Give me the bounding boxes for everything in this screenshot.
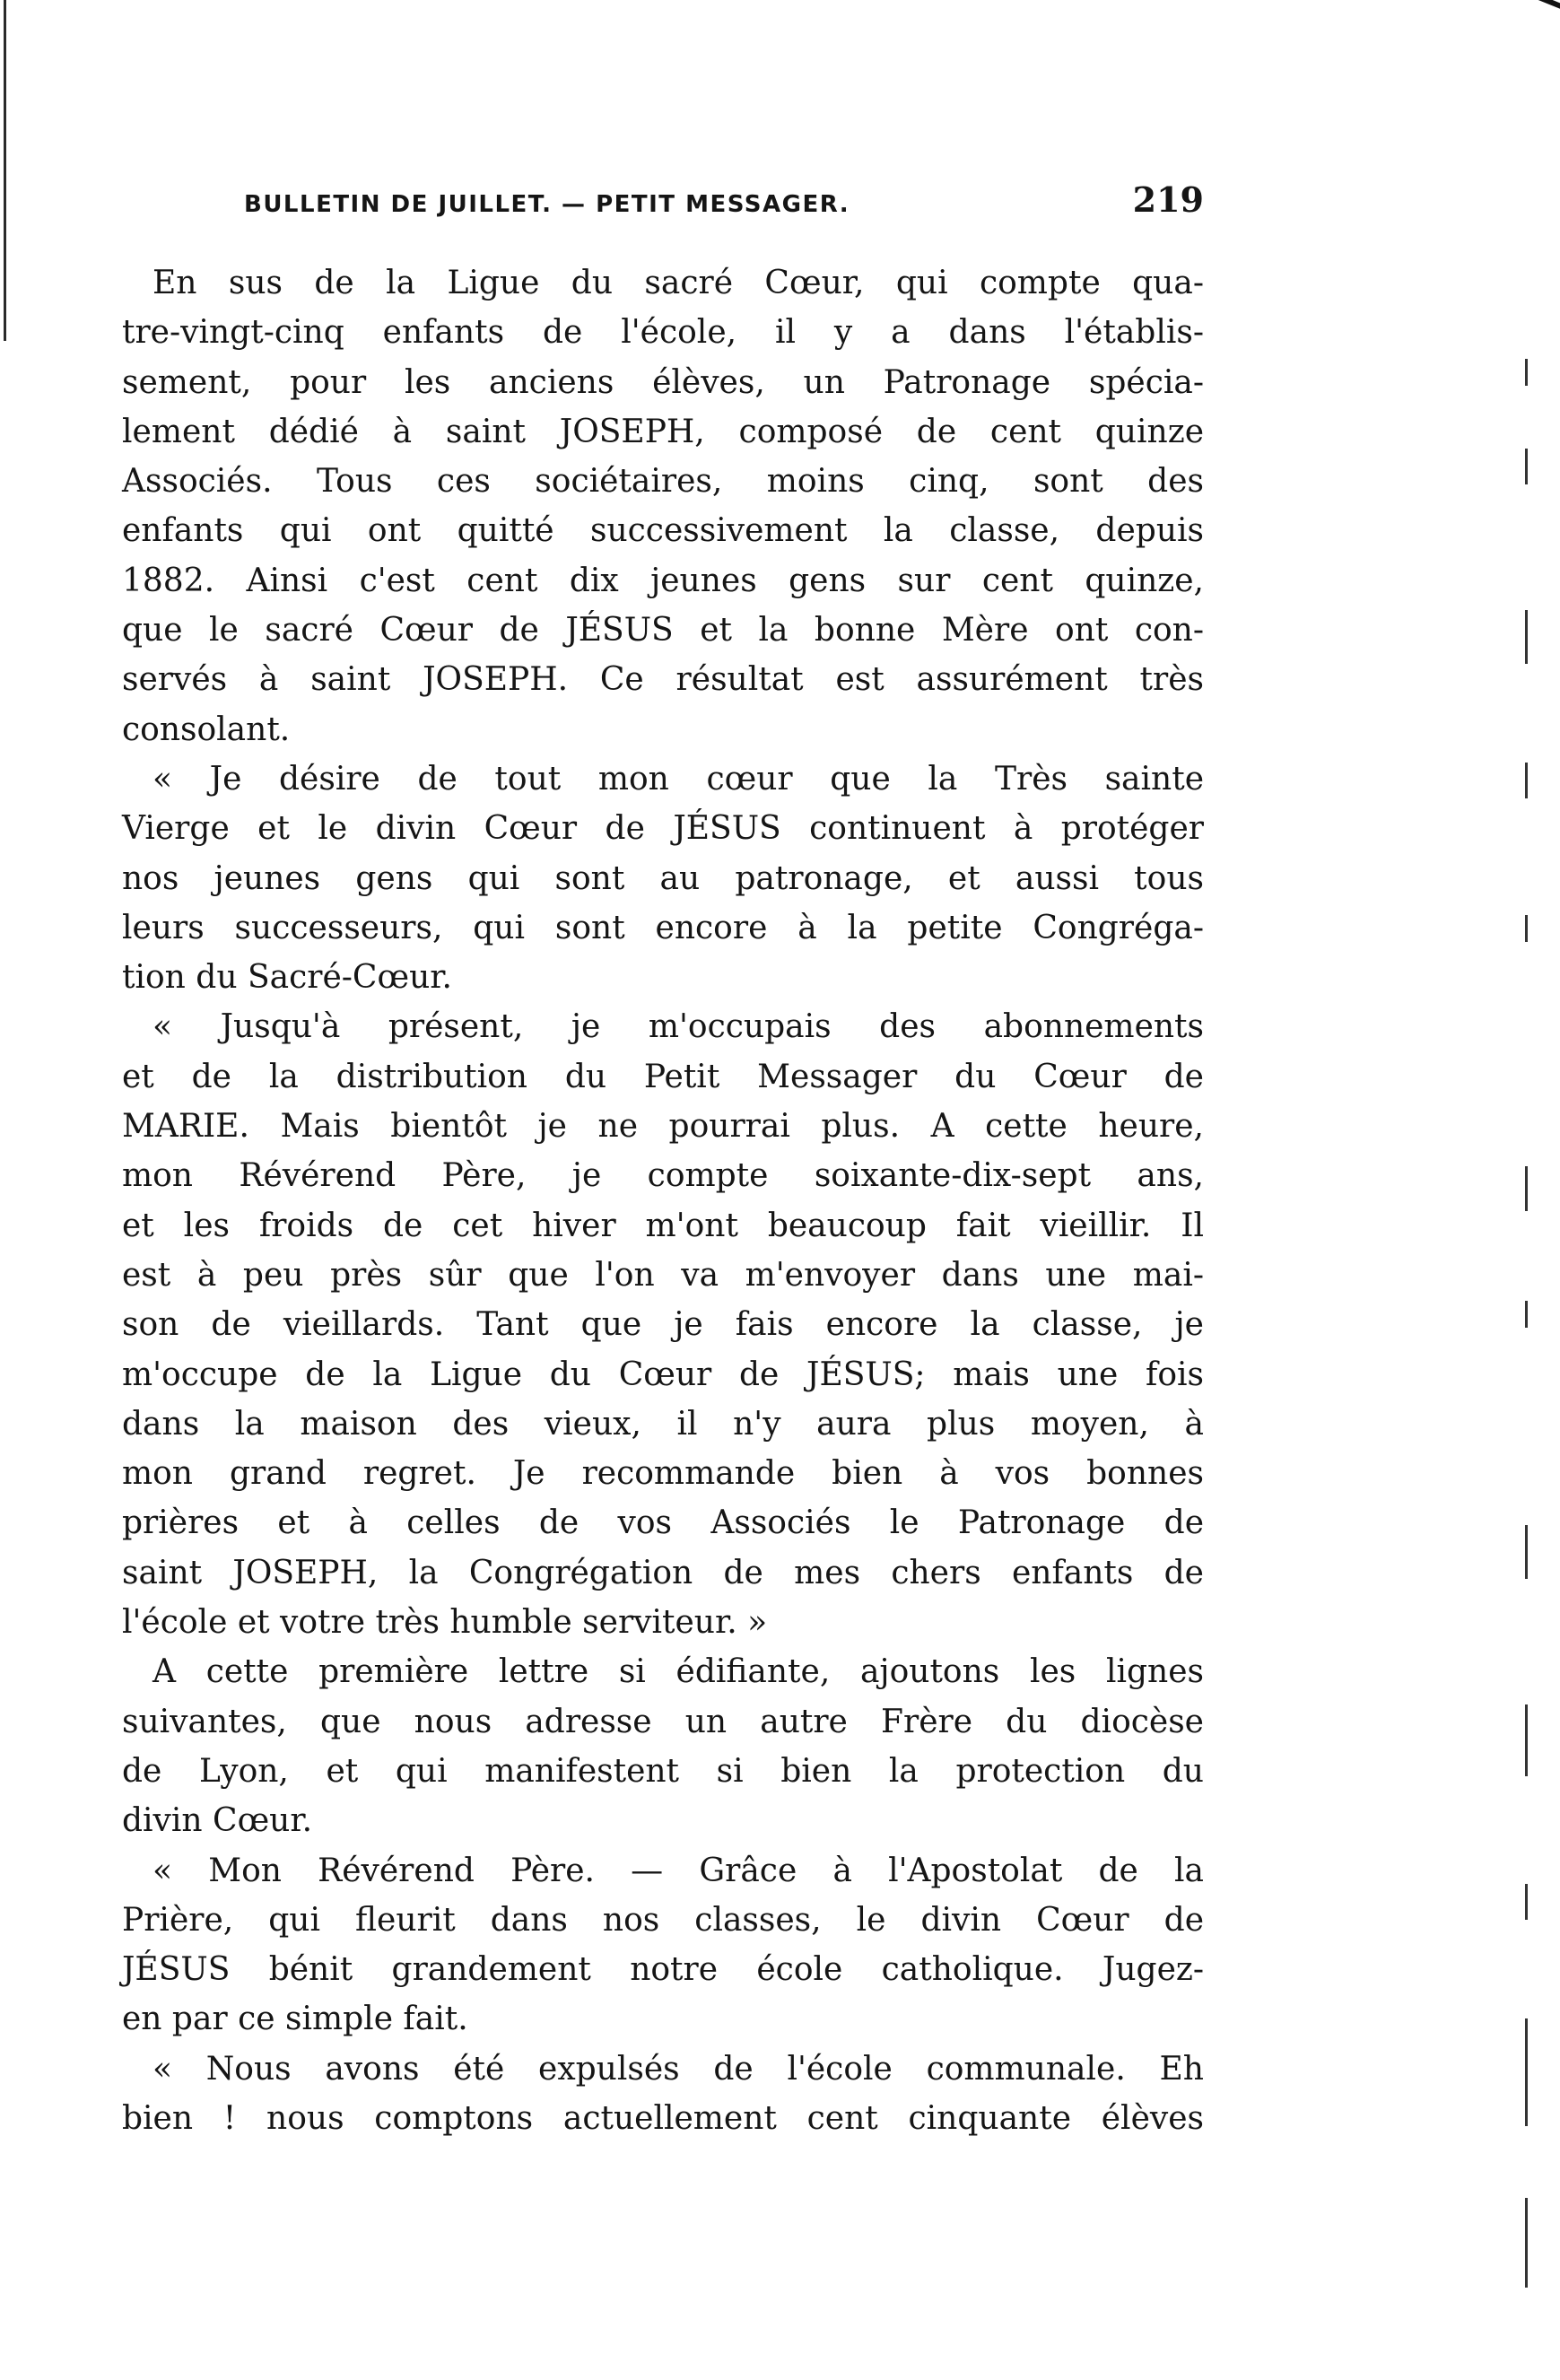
text-line: tre-vingt-cinq enfants de l'école, il y a dans l'établis- [122, 314, 1204, 352]
text-line: divin Cœur. [122, 1802, 313, 1840]
edge-dash [1525, 1884, 1528, 1920]
text-line: « Je désire de tout mon cœur que la Très sainte [153, 760, 1204, 798]
text-line: 1882. Ainsi c'est cent dix jeunes gens sur cent quinze, [122, 562, 1204, 599]
edge-dash [1525, 763, 1528, 798]
edge-dash [1525, 1301, 1528, 1328]
text-line: A cette première lettre si édifiante, ajoutons les lignes [153, 1653, 1204, 1691]
edge-dash [1525, 610, 1528, 664]
text-line: servés à saint JOSEPH. Ce résultat est assurément très [122, 661, 1204, 699]
text-line: consolant. [122, 711, 291, 748]
text-line: tion du Sacré-Cœur. [122, 959, 452, 997]
text-line: que le sacré Cœur de JÉSUS et la bonne Mère ont con- [122, 612, 1204, 649]
text-line: « Jusqu'à présent, je m'occupais des abonnements [153, 1008, 1204, 1046]
page-right-edge [1525, 359, 1528, 2332]
text-line: saint JOSEPH, la Congrégation de mes chers enfants de [122, 1554, 1204, 1591]
text-line: prières et à celles de vos Associés le Patronage de [122, 1504, 1204, 1542]
edge-dash [1525, 1166, 1528, 1211]
text-line: l'école et votre très humble serviteur. » [122, 1604, 768, 1642]
edge-dash [1525, 2018, 1528, 2126]
body-text [122, 258, 1204, 2143]
edge-dash [1525, 1704, 1528, 1776]
text-line: en par ce simple fait. [122, 2001, 468, 2038]
text-line: de Lyon, et qui manifestent si bien la protection du [122, 1752, 1204, 1790]
edge-dash [1525, 1525, 1528, 1579]
text-line: leurs successeurs, qui sont encore à la petite Congréga- [122, 909, 1204, 946]
text-line: sement, pour les anciens élèves, un Patronage spécia- [122, 363, 1204, 401]
text-line: est à peu près sûr que l'on va m'envoyer dans une mai- [122, 1256, 1204, 1294]
edge-dash [1525, 359, 1528, 386]
text-line: enfants qui ont quitté successivement la classe, depuis [122, 512, 1204, 550]
running-head: BULLETIN DE JUILLET. — PETIT MESSAGER. [244, 191, 850, 218]
text-line: m'occupe de la Ligue du Cœur de JÉSUS; mais une fois [122, 1356, 1204, 1393]
text-line: bien ! nous comptons actuellement cent cinquante élèves [122, 2099, 1204, 2137]
page-number: 219 [1132, 179, 1204, 220]
text-line: dans la maison des vieux, il n'y aura plus moyen, à [122, 1405, 1204, 1443]
text-line: suivantes, que nous adresse un autre Frère du diocèse [122, 1703, 1204, 1740]
text-line: « Nous avons été expulsés de l'école communale. Eh [153, 2050, 1204, 2088]
text-line: MARIE. Mais bientôt je ne pourrai plus. A cette heure, [122, 1108, 1204, 1146]
text-line: mon Révérend Père, je compte soixante-dix-sept ans, [122, 1157, 1204, 1195]
text-line: son de vieillards. Tant que je fais encore la classe, je [122, 1306, 1204, 1344]
text-line: et les froids de cet hiver m'ont beaucoup fait vieillir. Il [122, 1207, 1204, 1244]
text-line: lement dédié à saint JOSEPH, composé de cent quinze [122, 413, 1204, 450]
text-line: Prière, qui fleurit dans nos classes, le divin Cœur de [122, 1901, 1204, 1939]
text-line: « Mon Révérend Père. — Grâce à l'Apostolat de la [153, 1852, 1204, 1889]
text-line: nos jeunes gens qui sont au patronage, et aussi tous [122, 859, 1204, 897]
text-line: JÉSUS bénit grandement notre école catholique. Jugez- [122, 1951, 1204, 1989]
page-header [244, 179, 1204, 224]
text-line: Associés. Tous ces sociétaires, moins cinq, sont des [122, 463, 1204, 501]
edge-dash [1525, 449, 1528, 484]
text-line: Vierge et le divin Cœur de JÉSUS continuent à protéger [122, 810, 1204, 848]
edge-dash [1525, 915, 1528, 942]
text-line: mon grand regret. Je recommande bien à vos bonnes [122, 1455, 1204, 1493]
text-line: et de la distribution du Petit Messager du Cœur de [122, 1058, 1204, 1095]
edge-dash [1525, 2198, 1528, 2288]
text-line: En sus de la Ligue du sacré Cœur, qui compte qua- [153, 265, 1204, 301]
page-corner-mark [1519, 0, 1560, 36]
page-left-edge [4, 0, 6, 341]
